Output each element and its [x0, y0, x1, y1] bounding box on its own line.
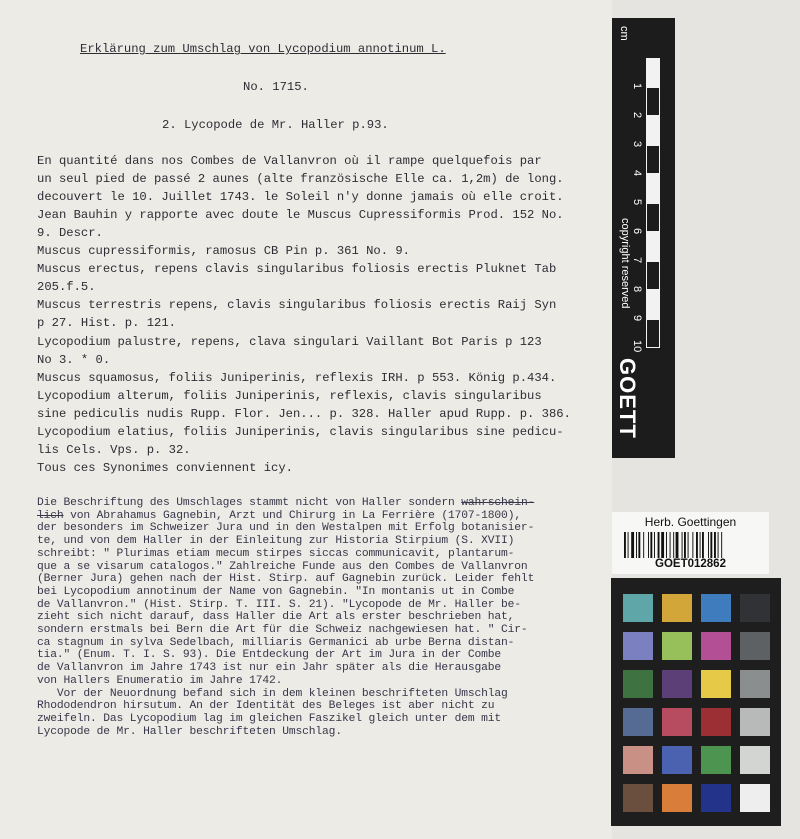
color-patch — [662, 708, 692, 736]
color-patch — [701, 670, 731, 698]
struck-word: wahrschein- — [461, 497, 535, 509]
ruler-number: 1 — [631, 83, 643, 90]
barcode-bar — [628, 532, 629, 558]
ruler-unit: cm — [618, 26, 630, 41]
barcode-bar — [682, 532, 683, 558]
barcode-bar — [714, 532, 716, 558]
color-patch — [740, 746, 770, 774]
ruler-scale — [646, 58, 660, 348]
color-patch — [623, 708, 653, 736]
color-patch — [701, 746, 731, 774]
barcode-bar — [631, 532, 634, 558]
barcode-bar — [708, 532, 709, 558]
color-checker-card — [611, 578, 781, 826]
barcode-bar — [638, 532, 640, 558]
scale-ruler — [612, 18, 675, 458]
document-line: sine pediculis nudis Rupp. Flor. Jen... p. 328. Haller apud Rupp. p. 386. — [37, 406, 571, 421]
barcode-number: GOET012862 — [655, 558, 726, 570]
barcode-bar — [710, 532, 712, 558]
specimen-barcode-label — [612, 512, 769, 574]
document-line: decouvert le 10. Juillet 1743. le Soleil n'y donne jamais où elle croit. — [37, 190, 564, 205]
note-text: Die Beschriftung des Umschlages stammt nicht von Haller sondern — [37, 497, 462, 509]
document-line: 9. Descr. — [37, 226, 103, 241]
color-patch — [623, 784, 653, 812]
color-patch — [740, 784, 770, 812]
ruler-number: 3 — [631, 141, 643, 148]
document-line: Lycopodium elatius, foliis Juniperinis, clavis singularibus sine pedicu- — [37, 424, 564, 439]
document-line: p 27. Hist. p. 121. — [37, 316, 176, 331]
barcode-bar — [700, 532, 701, 558]
ruler-segment — [646, 145, 660, 174]
color-patch — [662, 670, 692, 698]
note-rest: der besonders im Schweizer Jura und in den Westalpen mit Erfolg botanisier- te, und von dem Haller in der Einleitung zur Historia Stirpium (S. XVII) schreibt: " Plurimas etiam mecum stirpes siccas communicavit, plantarum- que a se visarum catalogos." Zahlreiche Funde aus den Combes de Vallanvron (Berner Jura) gehen nach der Hist. Stirp. auf Gagnebin zurück. Leider fehlt bei Lycopodium annotinum der Name von Gagnebin. "In montanis ut in Combe de Vallanvron." (Hist. Stirp. T. III. S. 21). "Lycopode de Mr. Haller be- zieht sich nicht darauf, dass Haller die Art als erster beschrieben hat, sondern erstmals bei Bern die Art für die Schweiz nachgewiesen hat. " Cir- ca stagnum in sylva Sedelbach, milliaris Germanici ab urbe Berna distan- tia." (Enum. T. I. S. 93). Die Entdeckung der Art im Jura in der Combe de Vallanvron im Jahre 1743 ist nur ein Jahr später als die Herausgabe von Hallers Enumeratio im Jahre 1742. Vor der Neuordnung befand sich in dem kleinen beschrifteten Umschlag Rhododendron hirsutum. An der Identität des Beleges ist aber nicht zu zweifeln. Das Lycopodium lag im gleichen Faszikel gleich unter dem mit Lycopode de Mr. Haller beschrifteten Umschlag. — [37, 522, 535, 738]
color-patch — [701, 594, 731, 622]
barcode-bar — [702, 532, 704, 558]
color-patch — [623, 594, 653, 622]
document-number: No. 1715. — [243, 80, 309, 94]
barcode-bar — [661, 532, 664, 558]
color-patch — [662, 784, 692, 812]
herbarium-name: Herb. Goettingen — [644, 515, 737, 529]
ruler-segment — [646, 319, 660, 348]
barcode-bar — [670, 532, 671, 558]
copyright-text: copyright reserved — [619, 218, 631, 309]
barcode-bar — [636, 532, 637, 558]
color-patch — [662, 594, 692, 622]
document-line: 205.f.5. — [37, 280, 96, 295]
document-line: En quantité dans nos Combes de Vallanvron où il rampe quelquefois par — [37, 154, 542, 168]
barcode-bar — [673, 532, 674, 558]
document-line: No 3. * 0. — [37, 352, 111, 367]
barcode-bar — [658, 532, 660, 558]
document-line: Muscus squamosus, foliis Juniperinis, reflexis IRH. p 553. König p.434. — [37, 370, 557, 385]
document-line: un seul pied de passé 2 aunes (alte französische Elle ca. 1,2m) de long. — [37, 172, 564, 187]
ruler-number: 8 — [631, 286, 643, 293]
barcode-bar — [654, 532, 655, 558]
color-patch — [701, 784, 731, 812]
color-patch — [623, 632, 653, 660]
ruler-number: 6 — [631, 228, 643, 235]
barcode-bar — [721, 532, 722, 558]
document-line: Muscus cupressiformis, ramosus CB Pin p. 361 No. 9. — [37, 244, 410, 259]
ruler-segment — [646, 174, 660, 203]
color-patch — [623, 746, 653, 774]
note-text: von Abrahamus Gagnebin, Arzt und Chirurg in La Ferrière (1707-1800), — [63, 509, 521, 522]
ruler-number: 4 — [631, 170, 643, 177]
document-subtitle: 2. Lycopode de Mr. Haller p.93. — [162, 118, 389, 132]
color-patch — [623, 670, 653, 698]
ruler-number: 9 — [631, 315, 643, 322]
color-patch — [740, 670, 770, 698]
ruler-number: 10 — [631, 340, 643, 353]
color-patch — [740, 708, 770, 736]
goettingen-logo: GOETT — [615, 358, 640, 439]
barcode-bar — [643, 532, 644, 558]
barcode-bar — [718, 532, 719, 558]
color-patch — [662, 746, 692, 774]
color-patch — [701, 708, 731, 736]
document-line: Jean Bauhin y rapporte avec doute le Muscus Cupressiformis Prod. 152 No. — [37, 208, 564, 223]
ruler-segment — [646, 116, 660, 145]
color-patch — [701, 632, 731, 660]
barcode-bar — [684, 532, 686, 558]
barcode-bar — [666, 532, 667, 558]
ruler-number: 5 — [631, 199, 643, 206]
document-line: Lycopodium alterum, foliis Juniperinis, reflexis, clavis singularibus — [37, 388, 542, 403]
ruler-segment — [646, 290, 660, 319]
document-title: Erklärung zum Umschlag von Lycopodium annotinum L. — [80, 42, 446, 56]
ruler-segment — [646, 203, 660, 232]
document-line: Muscus terrestris repens, clavis singularibus foliosis erectis Raij Syn — [37, 298, 557, 313]
barcode-bar — [650, 532, 652, 558]
ruler-segment — [646, 261, 660, 290]
color-patch — [740, 594, 770, 622]
color-patch — [662, 632, 692, 660]
ruler-segment — [646, 58, 660, 87]
document-line: lis Cels. Vps. p. 32. — [37, 442, 191, 457]
ruler-segment — [646, 87, 660, 116]
barcode-bar — [624, 532, 626, 558]
barcode-bar — [696, 532, 698, 558]
struck-word: lich — [37, 509, 64, 522]
ruler-segment — [646, 232, 660, 261]
document-line: Lycopodium palustre, repens, clava singulari Vaillant Bot Paris p 123 — [37, 334, 542, 349]
barcode-bar — [688, 532, 689, 558]
commentary-note — [37, 497, 612, 738]
document-line: Muscus erectus, repens clavis singularibus foliosis erectis Pluknet Tab — [37, 262, 557, 277]
ruler-number: 7 — [631, 257, 643, 264]
barcode-bar — [676, 532, 679, 558]
ruler-number: 2 — [631, 112, 643, 119]
barcode-icon — [624, 532, 758, 560]
barcode-bar — [648, 532, 649, 558]
document-line: Tous ces Synonimes conviennent icy. — [37, 460, 293, 475]
color-patch — [740, 632, 770, 660]
barcode-bar — [692, 532, 693, 558]
